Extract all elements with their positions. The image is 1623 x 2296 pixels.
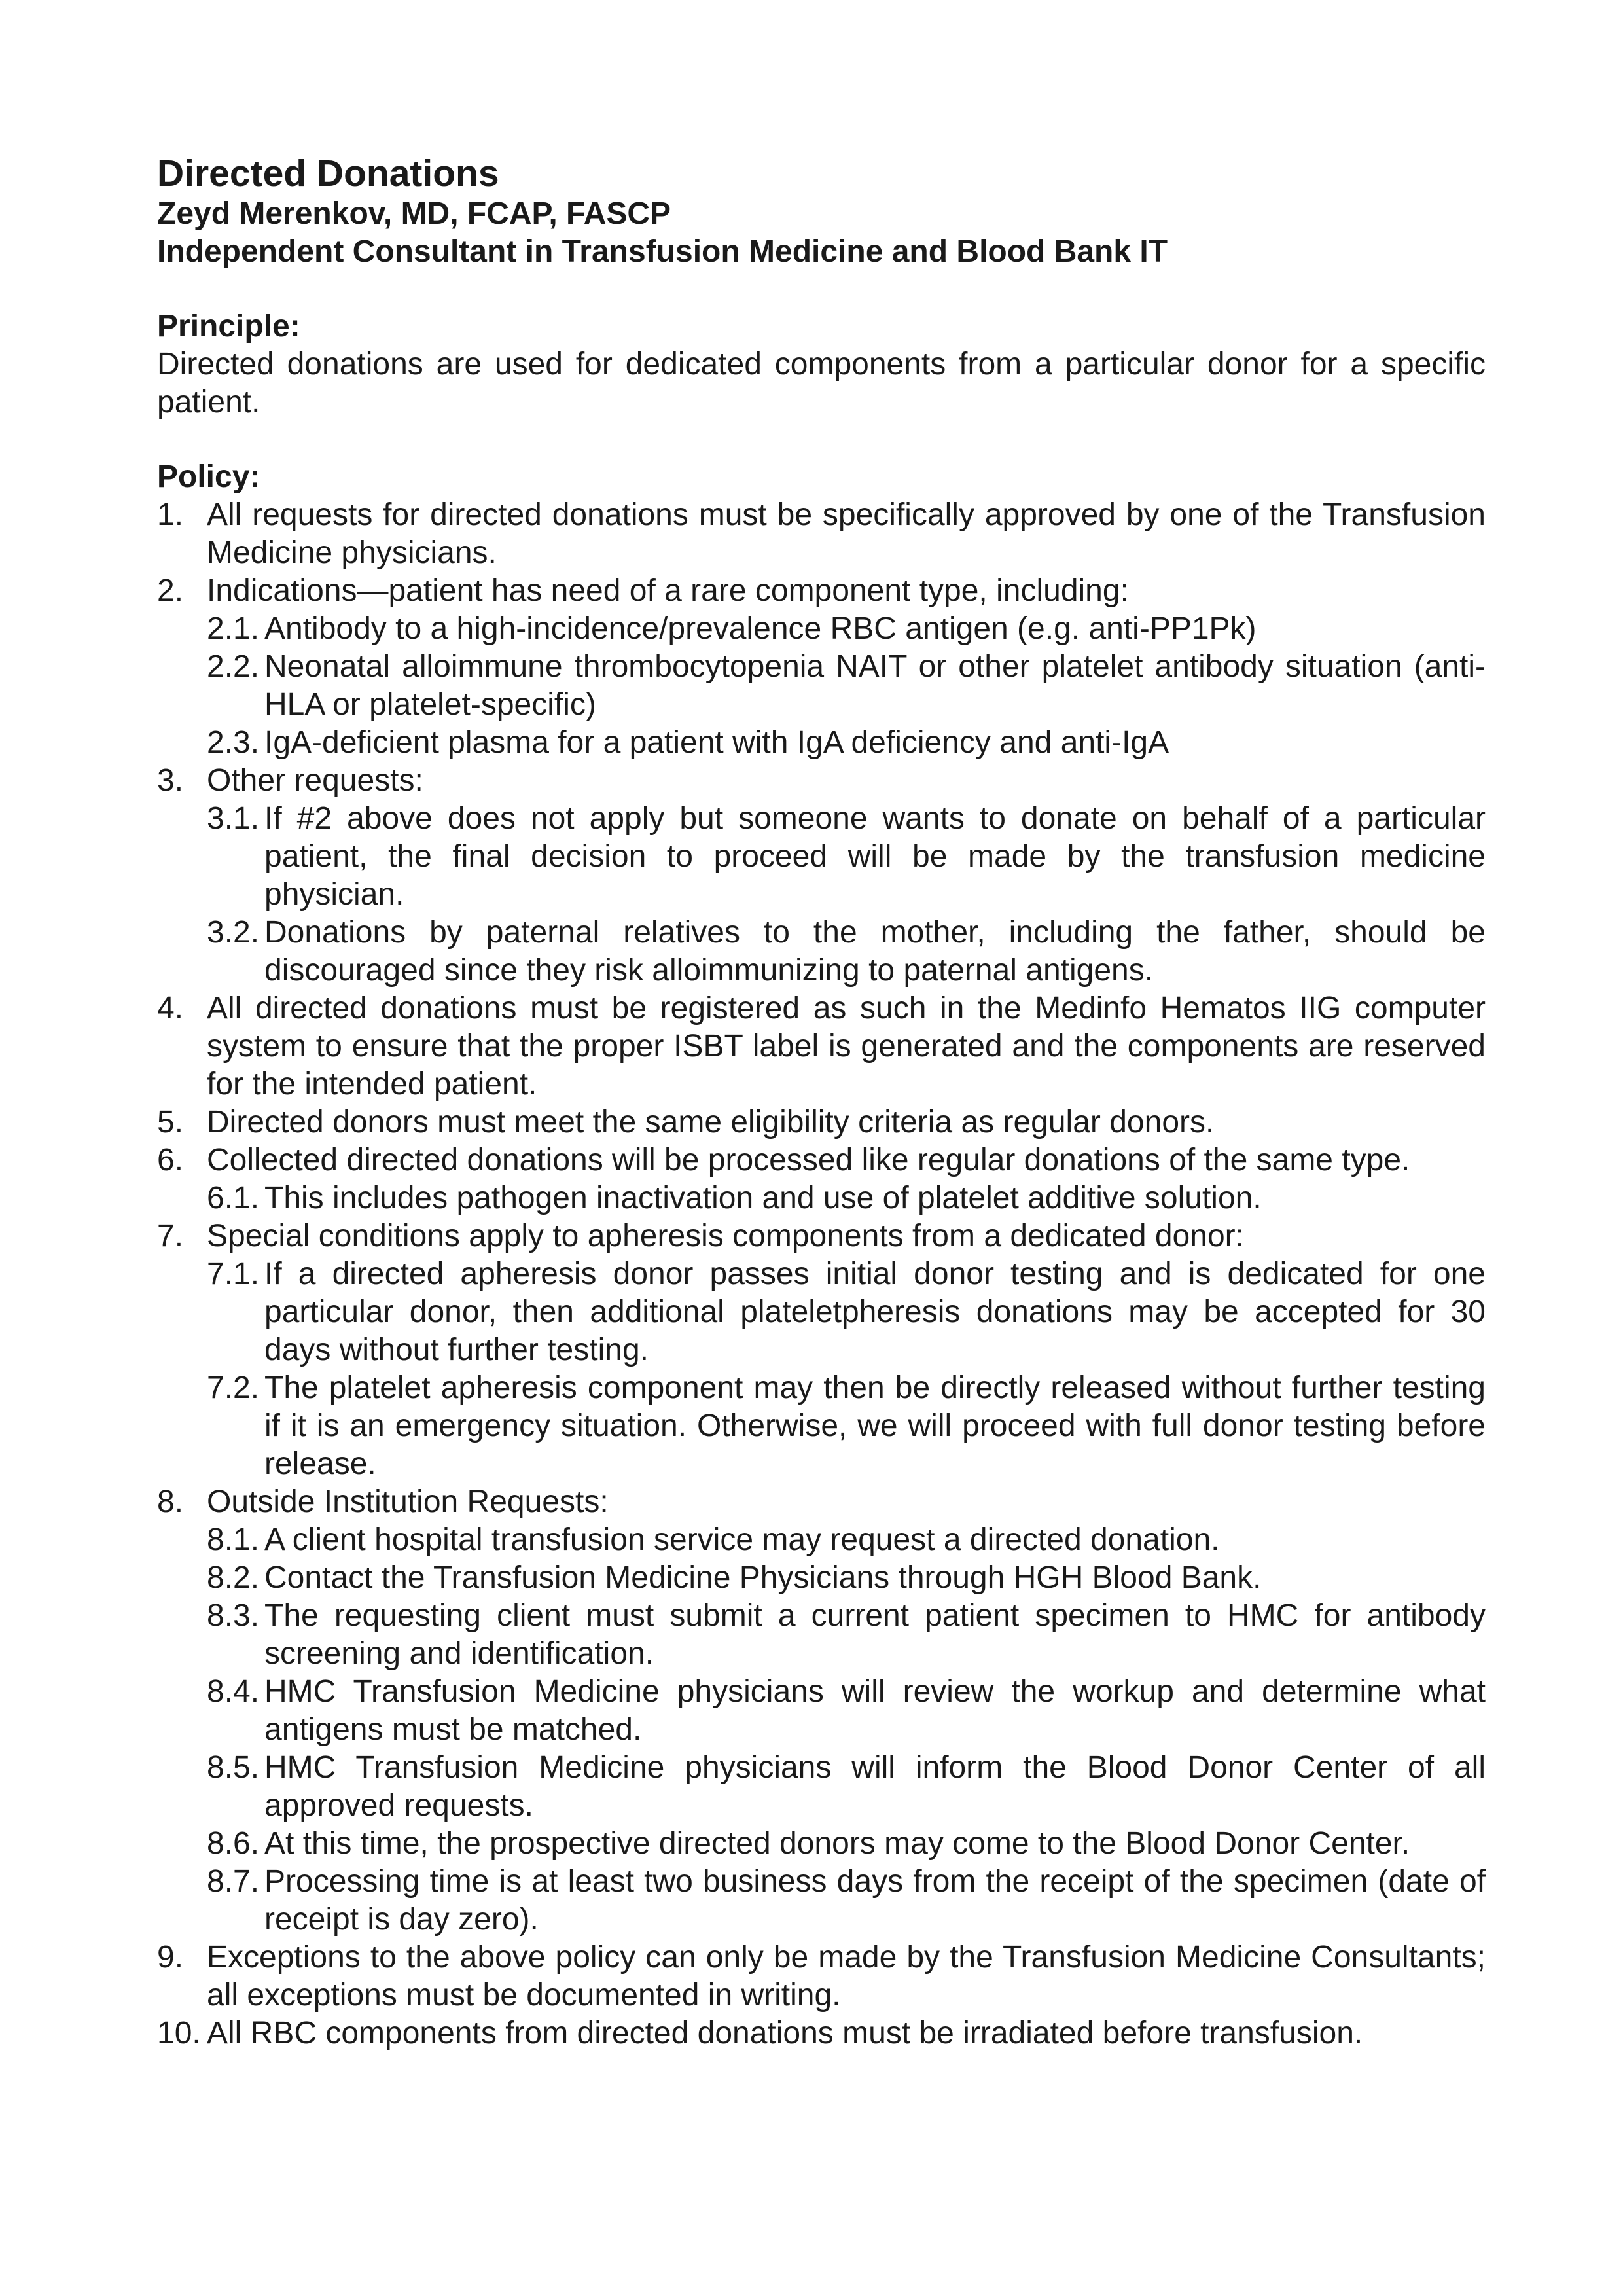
policy-item-number: 1. <box>157 497 184 532</box>
policy-subitem <box>157 1673 1486 1749</box>
policy-subitem-text: Antibody to a high-incidence/prevalence RBC antigen (e.g. anti-PP1Pk) <box>264 611 1257 646</box>
policy-item-number: 4. <box>157 991 184 1026</box>
policy-subitem-number: 2.2. <box>207 649 260 684</box>
policy-subitem-text: HMC Transfusion Medicine physicians will review the workup and determine what antigens must be matched. <box>264 1674 1486 1747</box>
policy-subitem-number: 8.3. <box>207 1598 260 1633</box>
policy-subitem-text: HMC Transfusion Medicine physicians will inform the Blood Donor Center of all approved requests. <box>264 1750 1486 1823</box>
document-page <box>157 152 1486 2053</box>
policy-subitem-text: Donations by paternal relatives to the mother, including the father, should be discouraged since they risk alloimmunizing to paternal antigens. <box>264 915 1486 988</box>
policy-item <box>157 572 1486 610</box>
policy-item-number: 8. <box>157 1484 184 1519</box>
policy-item-text: Directed donors must meet the same eligibility criteria as regular donors. <box>207 1105 1215 1139</box>
policy-subitem <box>157 1179 1486 1217</box>
policy-item-text: All RBC components from directed donations must be irradiated before transfusion. <box>207 2016 1363 2051</box>
policy-subitem-text: If #2 above does not apply but someone wants to donate on behalf of a particular patient, the final decision to proceed will be made by the transfusion medicine physician. <box>264 801 1486 912</box>
policy-item-text: Collected directed donations will be processed like regular donations of the same type. <box>207 1143 1410 1177</box>
policy-subitem <box>157 1825 1486 1863</box>
policy-subitem <box>157 648 1486 724</box>
policy-item-text: Exceptions to the above policy can only be made by the Transfusion Medicine Consultants; all exceptions must be documented in writing. <box>207 1940 1486 2013</box>
policy-item-text: Special conditions apply to apheresis components from a dedicated donor: <box>207 1219 1244 1253</box>
policy-item <box>157 1483 1486 1521</box>
policy-subitem-text: The requesting client must submit a current patient specimen to HMC for antibody screening and identification. <box>264 1598 1486 1671</box>
policy-item-number: 9. <box>157 1940 184 1975</box>
policy-subitem <box>157 610 1486 648</box>
policy-item-number: 3. <box>157 763 184 798</box>
policy-subitem-number: 2.3. <box>207 725 260 760</box>
affiliation-line: Independent Consultant in Transfusion Medicine and Blood Bank IT <box>157 234 1168 269</box>
policy-subitem <box>157 724 1486 762</box>
policy-item-text: All requests for directed donations must be specifically approved by one of the Transfusion Medicine physicians. <box>207 497 1486 570</box>
policy-subitem-text: This includes pathogen inactivation and use of platelet additive solution. <box>264 1181 1262 1215</box>
policy-item-text: Indications—patient has need of a rare component type, including: <box>207 573 1129 608</box>
policy-subitem-text: If a directed apheresis donor passes initial donor testing and is dedicated for one particular donor, then additional plateletpheresis donations may be accepted for 30 days without further testing. <box>264 1257 1486 1367</box>
policy-subitem-number: 8.4. <box>207 1674 260 1709</box>
policy-heading: Policy: <box>157 459 260 494</box>
policy-subitem-number: 8.2. <box>207 1560 260 1595</box>
policy-subitem-text: A client hospital transfusion service may request a directed donation. <box>264 1522 1220 1557</box>
policy-subitem-text: IgA-deficient plasma for a patient with IgA deficiency and anti-IgA <box>264 725 1169 760</box>
policy-item-text: All directed donations must be registered as such in the Medinfo Hematos IIG computer system to ensure that the proper ISBT label is generated and the components are reserved for the intended patient. <box>207 991 1486 1102</box>
policy-subitem-number: 6.1. <box>207 1181 260 1215</box>
policy-subitem <box>157 800 1486 914</box>
policy-subitem <box>157 1255 1486 1369</box>
policy-item <box>157 1217 1486 1255</box>
policy-item <box>157 762 1486 800</box>
policy-item-number: 2. <box>157 573 184 608</box>
policy-subitem <box>157 1369 1486 1483</box>
principle-heading: Principle: <box>157 309 300 344</box>
policy-subitem-number: 8.1. <box>207 1522 260 1557</box>
policy-subitem-number: 8.7. <box>207 1864 260 1899</box>
policy-item-number: 5. <box>157 1105 184 1139</box>
policy-subitem <box>157 1521 1486 1559</box>
policy-subitem-text: Contact the Transfusion Medicine Physicians through HGH Blood Bank. <box>264 1560 1262 1595</box>
policy-subitem-text: Neonatal alloimmune thrombocytopenia NAIT or other platelet antibody situation (anti-HLA or platelet-specific) <box>264 649 1486 722</box>
policy-subitem-number: 3.1. <box>207 801 260 836</box>
policy-item <box>157 2015 1486 2053</box>
policy-item <box>157 1103 1486 1141</box>
policy-item-number: 7. <box>157 1219 184 1253</box>
policy-subitem <box>157 1749 1486 1825</box>
policy-subitem <box>157 1863 1486 1939</box>
policy-subitem-number: 8.5. <box>207 1750 260 1785</box>
policy-subitem-number: 3.2. <box>207 915 260 950</box>
policy-subitem-text: Processing time is at least two business days from the receipt of the specimen (date of receipt is day zero). <box>264 1864 1486 1937</box>
author-line: Zeyd Merenkov, MD, FCAP, FASCP <box>157 196 671 231</box>
document-title: Directed Donations <box>157 152 499 194</box>
policy-subitem <box>157 1559 1486 1597</box>
policy-subitem-number: 7.1. <box>207 1257 260 1291</box>
policy-item-text: Other requests: <box>207 763 423 798</box>
policy-subitem-number: 2.1. <box>207 611 260 646</box>
policy-subitem-text: The platelet apheresis component may then be directly released without further testing if it is an emergency situation. Otherwise, we will proceed with full donor testing before release. <box>264 1371 1486 1481</box>
policy-item-text: Outside Institution Requests: <box>207 1484 609 1519</box>
policy-item <box>157 990 1486 1103</box>
policy-subitem-number: 7.2. <box>207 1371 260 1405</box>
policy-item-number: 10. <box>157 2016 201 2051</box>
policy-subitem-number: 8.6. <box>207 1826 260 1861</box>
policy-subitem-text: At this time, the prospective directed donors may come to the Blood Donor Center. <box>264 1826 1410 1861</box>
policy-item <box>157 496 1486 572</box>
policy-list <box>157 496 1486 2053</box>
policy-subitem <box>157 1597 1486 1673</box>
policy-item <box>157 1141 1486 1179</box>
policy-subitem <box>157 914 1486 990</box>
principle-text: Directed donations are used for dedicated components from a particular donor for a specific patient. <box>157 347 1486 420</box>
policy-item <box>157 1939 1486 2015</box>
policy-item-number: 6. <box>157 1143 184 1177</box>
